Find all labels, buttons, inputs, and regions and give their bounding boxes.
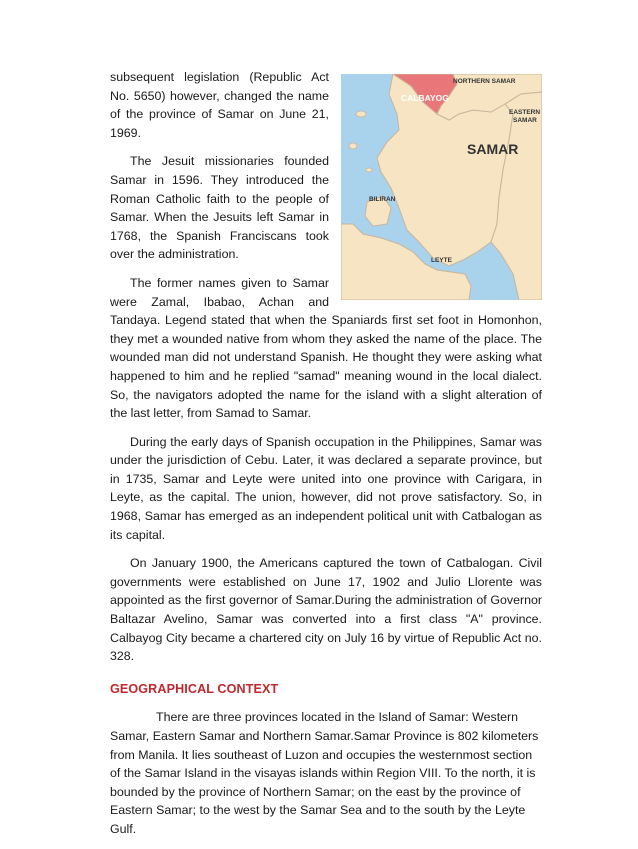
label-eastern-samar-1: EASTERN: [509, 109, 541, 116]
paragraph-geographical: There are three provinces located in the Island of Samar: Western Samar, Eastern Samar and Northern Samar.Samar Province is 802 kilometers from Manila. It lies southeast of Luzon and occupies the westernmost section of the Samar Island in the visayas islands within Region VIII. To the north, it is bounded by the province of Northern Samar; on the east by the province of Eastern Samar; to the west by the Samar Sea and to the south by the Leyte Gulf.: [110, 710, 539, 836]
label-leyte: LEYTE: [431, 257, 452, 264]
paragraph-former-names: The former names given to Samar were Zamal, Ibabao, Achan and Tandaya. Legend stated that when the Spaniards first set foot in Homonhon, they met a wounded native from whom they asked the name of the place. The wounded man did not understand Spanish. He thought they were asking what happened to him and he replied "samad" meaning wound in the local dialect. So, the navigators adopted the name for the island with a slight alteration of the last letter, from Samad to Samar.: [110, 275, 542, 421]
paragraph-americans: On January 1900, the Americans captured the town of Catbalogan. Civil governments were established on June 17, 1902 and Julio Llorente was appointed as the first governor of Samar.During the administration of Governor Baltazar Avelino, Samar was converted into a first class "A" province. Calbayog City became a chartered city on July 16 by virtue of Republic Act no. 328.: [110, 556, 542, 664]
label-samar: SAMAR: [467, 141, 519, 157]
paragraph-jesuits: The Jesuit missionaries founded Samar in 1596. They introduced the Roman Catholic faith to the people of Samar. When the Jesuits left Samar in 1768, the Spanish Franciscans took over the administration.: [110, 154, 329, 262]
label-eastern-samar-2: SAMAR: [513, 117, 537, 124]
label-biliran: BILIRAN: [369, 196, 396, 203]
label-northern-samar: NORTHERN SAMAR: [453, 78, 516, 85]
map-islet: [356, 111, 366, 117]
map-islet: [366, 168, 372, 172]
paragraph-legislation: subsequent legislation (Republic Act No. 5650) however, changed the name of the province of Samar on June 21, 1969.: [110, 70, 329, 140]
paragraph-spanish-occupation: During the early days of Spanish occupation in the Philippines, Samar was under the jurisdiction of Cebu. Later, it was declared a separate province, but in 1735, Samar and Leyte were united into one province with Carigara, in Leyte, as the capital. The union, however, did not prove satisfactory. So, in 1968, Samar has emerged as an independent political unit with Catbalogan as its capital.: [110, 434, 542, 542]
samar-map: [341, 74, 542, 300]
section-heading: GEOGRAPHICAL CONTEXT: [110, 681, 279, 696]
map-islet: [349, 143, 357, 149]
label-calbayog: CALBAYOG: [401, 93, 449, 103]
text-column: [110, 68, 542, 849]
